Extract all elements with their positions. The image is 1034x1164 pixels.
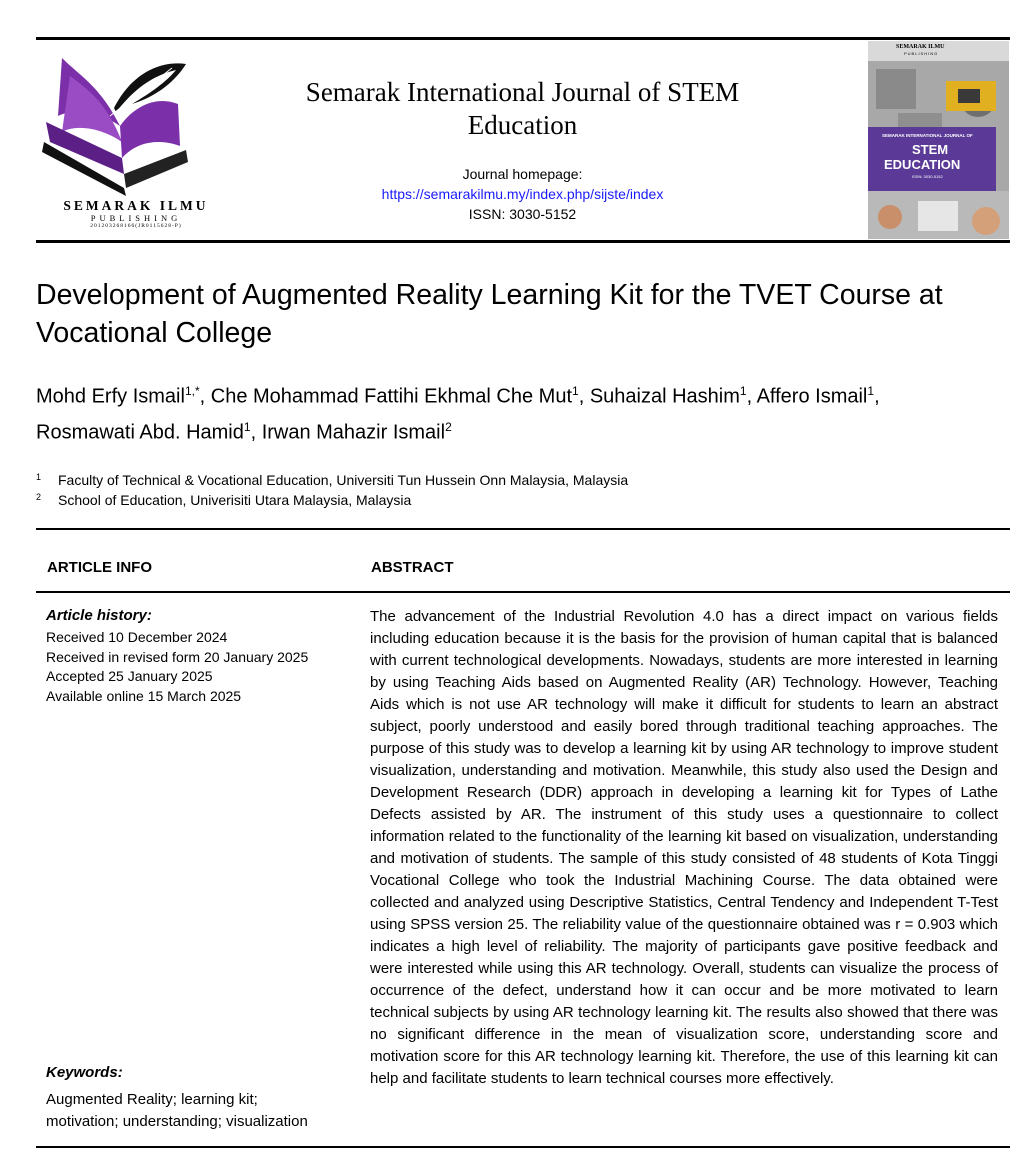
info-top-rule	[36, 528, 1010, 530]
logo-registration: 201203268166(JR0115628-P)	[90, 223, 182, 229]
logo-sub: PUBLISHING	[90, 213, 182, 223]
homepage-label: Journal homepage:	[462, 166, 583, 182]
logo-name: SEMARAK ILMU	[63, 198, 209, 213]
semarak-ilmu-logo-icon	[40, 46, 200, 196]
keywords-label: Keywords:	[46, 1064, 123, 1081]
journal-cover-image	[868, 41, 1009, 239]
author-name: Rosmawati Abd. Hamid	[36, 421, 244, 444]
cover-title-line1: STEM	[912, 142, 949, 157]
author-list: Mohd Erfy Ismail$^{1,*}$, Che Mohammad Fattihi Ekhmal Che Mut$^1$, Suhaizal Hashim$^1$, Affero Ismail$^1$, Rosmawati Abd. Hamid$^1$, Irwan Mahazir Ismail$^2$	[36, 384, 880, 444]
cover-publisher-sub: PUBLISHING	[904, 51, 939, 56]
keywords-list	[46, 1089, 346, 1133]
author-name: Mohd Erfy Ismail	[36, 385, 185, 408]
journal-issn: ISSN: 3030-5152	[468, 206, 577, 222]
abstract-text: The advancement of the Industrial Revolution 4.0 has a direct impact on various fields including education because it is the basis for the provision of human capital that is balanced with current technological developments. Nowadays, students are more interested in learning by using Teaching Aids based on Augmented Reality (AR) Technology. However, Teaching Aids which is not use AR technology will make it difficult for students to learn an abstract subject, poorly understood and easily bored through traditional teaching approaches. The purpose of this study was to develop a learning kit by using AR technology to improve student visualization, understanding and motivation. Meanwhile, this study also used the Design and Development Research (DDR) approach in developing a learning kit for Types of Lathe Defects assisted by AR. The instrument of this study uses a questionnaire to collect information related to the functionality of the learning kit based on visualization, understanding and motivation of students. The sample of this study consisted of 48 students of Kota Tinggi Vocational College who took the Industrial Machining Course. The data obtained were collected and analyzed using Descriptive Statistics, Central Tendency and Independent T-Test using SPSS version 25. The reliability value of the questionnaire obtained was r = 0.903 which indicates a high level of reliability. The majority of participants gave positive feedback and were interested while using this AR technology. Overall, students can visualize the process of occurrence of the defect, understand how it can occur and be more motivated to learn technical subjects by using AR technology learning kit. The results also showed that there was no significant difference in the mean of visualization score, understanding score and motivation score for this AR technology learning kit. Therefore, the use of this learning kit can help and facilitate students to learn technical courses more effectively.	[370, 608, 998, 1087]
cover-publisher: SEMARAK ILMU	[896, 44, 945, 50]
history-online: Available online 15 March 2025	[46, 687, 242, 704]
cover-series: SEMARAK INTERNATIONAL JOURNAL OF	[882, 133, 973, 138]
affiliation-2	[36, 490, 411, 510]
author-affiliation-mark: 2	[445, 419, 452, 434]
author-affiliation-mark: 1	[572, 384, 579, 398]
author-affiliation-mark: 1	[739, 384, 747, 398]
abstract-heading: ABSTRACT	[371, 559, 454, 576]
paper-title-line1: Development of Augmented Reality Learning Kit for the TVET Course at	[36, 279, 943, 311]
journal-title	[270, 76, 775, 142]
author-name: Suhaizal Hashim	[589, 385, 740, 408]
cover-title-line2: EDUCATION	[884, 157, 961, 172]
keywords-line2: motivation; understanding; visualization	[46, 1113, 308, 1130]
journal-title-line2: Education	[467, 110, 578, 140]
header-top-rule	[36, 37, 1010, 40]
info-header-rule	[36, 591, 1010, 593]
affiliation-number: 1	[36, 472, 42, 482]
author-name: Che Mohammad Fattihi Ekhmal Che Mut	[210, 385, 572, 408]
affiliation-number: 2	[36, 492, 42, 502]
keywords-line1: Augmented Reality; learning kit;	[46, 1091, 258, 1108]
cover-issn: ISSN: 3030-5152	[912, 174, 943, 179]
author-affiliation-mark: 1	[243, 419, 251, 434]
affiliation-1	[36, 470, 628, 490]
history-revised: Received in revised form 20 January 2025	[46, 648, 309, 665]
author-affiliation-mark: 1,*	[184, 384, 200, 398]
author-name: Irwan Mahazir Ismail	[261, 421, 446, 444]
author-affiliation-mark: 1	[867, 384, 875, 398]
homepage-link[interactable]: https://semarakilmu.my/index.php/sijste/index	[381, 186, 664, 202]
paper-title-line2: Vocational College	[36, 317, 273, 349]
header-bottom-rule	[36, 240, 1010, 243]
logo-text	[36, 198, 236, 230]
history-received: Received 10 December 2024	[46, 629, 228, 645]
paper-title	[36, 276, 1006, 352]
journal-homepage-block	[270, 164, 775, 224]
affiliation-text: School of Education, Univerisiti Utara Malaysia, Malaysia	[58, 492, 412, 508]
affiliation-text: Faculty of Technical & Vocational Education, Universiti Tun Hussein Onn Malaysia, Malaysia	[58, 472, 629, 488]
journal-title-line1: Semarak International Journal of STEM	[305, 77, 740, 107]
info-bottom-rule	[36, 1146, 1010, 1148]
history-accepted: Accepted 25 January 2025	[46, 668, 213, 685]
article-info-heading: ARTICLE INFO	[47, 559, 152, 576]
author-name: Affero Ismail	[756, 385, 868, 408]
article-history-label: Article history:	[46, 607, 152, 624]
cover-illustration-icon	[868, 41, 1009, 239]
